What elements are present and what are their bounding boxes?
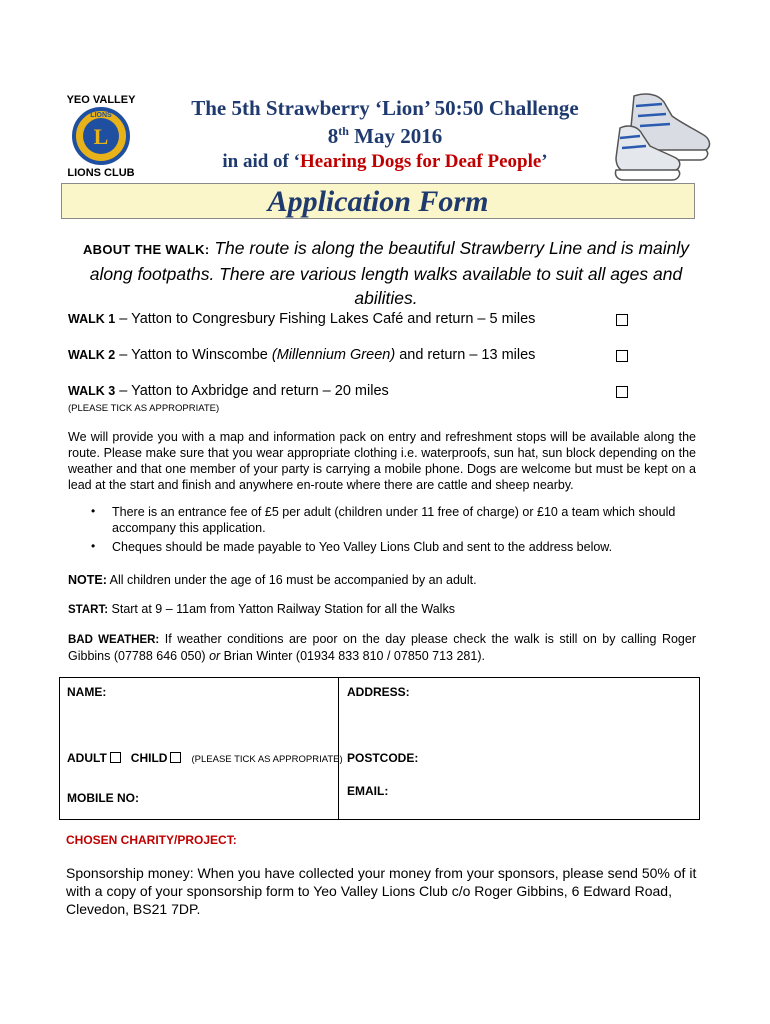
child-checkbox[interactable]	[170, 752, 181, 763]
adult-label: ADULT	[67, 751, 107, 765]
bad-weather-or: or	[209, 649, 221, 663]
logo-text-bottom: LIONS CLUB	[67, 167, 135, 179]
date-rest: May 2016	[348, 124, 443, 148]
bullet-dot: •	[91, 539, 96, 553]
bullet-cheques: Cheques should be made payable to Yeo Valley Lions Club and sent to the address below.	[112, 540, 613, 554]
form-title: Application Form	[267, 185, 489, 218]
aid-suffix: ’	[541, 151, 548, 172]
walk-text-after: and return – 13 miles	[395, 347, 536, 363]
start-text: Start at 9 – 11am from Yatton Railway Station for all the Walks	[108, 602, 455, 616]
bullet-entrance-fee: There is an entrance fee of £5 per adult (children under 11 free of charge) or £10 a team which should accompany this application.	[112, 505, 676, 535]
lions-club-logo	[60, 92, 142, 180]
about-text: The route is along the beautiful Strawberry Line and is mainly along footpaths. There are various length walks available to suit all ages and abilities.	[89, 238, 690, 308]
event-title: The 5th Strawberry ‘Lion’ 50:50 Challenge	[191, 96, 579, 120]
aid-prefix: in aid of ‘	[222, 151, 300, 172]
sponsorship-paragraph: Sponsorship money: When you have collected your money from your sponsors, please send 50% of it with a copy of your sponsorship form to Yeo Valley Lions Club c/o Roger Gibbins, 6 Edward Road, Clevedon, BS21 7DP.	[66, 865, 697, 917]
mobile-field-label[interactable]: MOBILE NO:	[67, 791, 139, 805]
application-form-banner	[61, 183, 695, 219]
tick-note: (PLEASE TICK AS APPROPRIATE)	[68, 403, 220, 414]
aid-charity: Hearing Dogs for Deaf People	[299, 151, 542, 172]
bad-weather-label: BAD WEATHER:	[68, 634, 160, 646]
form-divider	[338, 677, 339, 820]
walk-1-checkbox[interactable]	[616, 314, 628, 326]
logo-letter: L	[93, 124, 109, 149]
walk-option-2	[68, 347, 535, 363]
about-lead: ABOUT THE WALK:	[82, 242, 210, 257]
walk-text: – Yatton to Congresbury Fishing Lakes Café and return – 5 miles	[115, 311, 536, 327]
logo-text-mid: LIONS	[90, 112, 112, 119]
event-aid-line	[150, 151, 620, 173]
child-label: CHILD	[130, 751, 168, 765]
event-date	[150, 124, 620, 149]
date-day: 8	[327, 124, 339, 148]
bad-weather-line	[68, 631, 696, 664]
start-label: START:	[68, 604, 109, 616]
walk-option-3	[68, 383, 389, 399]
walk-text: – Yatton to Winscombe	[115, 347, 272, 363]
walk-option-1	[68, 311, 535, 327]
bad-weather-text: If weather conditions are poor on the day please check the walk is still on by calling Roger Gibbins (07788 646 050)	[68, 632, 696, 663]
email-field-label[interactable]: EMAIL:	[347, 784, 389, 798]
running-shoe-image	[606, 88, 716, 184]
about-the-walk	[66, 236, 706, 310]
name-field-label[interactable]: NAME:	[67, 685, 107, 699]
start-line	[68, 601, 696, 618]
walk-label: WALK 1	[68, 312, 116, 326]
walk-3-checkbox[interactable]	[616, 386, 628, 398]
adult-child-row	[67, 751, 343, 765]
adult-checkbox[interactable]	[110, 752, 121, 763]
walk-venue: (Millennium Green)	[271, 347, 396, 363]
chosen-charity-label[interactable]: CHOSEN CHARITY/PROJECT:	[66, 833, 237, 847]
walk-label: WALK 3	[68, 384, 116, 398]
date-suffix: th	[338, 124, 349, 138]
postcode-field-label[interactable]: POSTCODE:	[347, 751, 419, 765]
tick-note-form: (PLEASE TICK AS APPROPRIATE)	[191, 754, 343, 765]
walk-text: – Yatton to Axbridge and return – 20 miles	[115, 383, 389, 399]
note-line	[68, 572, 696, 588]
bad-weather-text-2: Brian Winter (01934 833 810 / 07850 713 281).	[220, 649, 485, 663]
bullet-dot: •	[91, 504, 96, 518]
info-paragraph: We will provide you with a map and information pack on entry and refreshment stops will be available along the route. Please make sure that you wear appropriate clothing i.e. waterproofs, sun hat, sun block depending on the weather and that one member of your party is carrying a mobile phone. Dogs are welcome but must be kept on a lead at the start and finish and anywhere en-route where there are cattle and sheep nearby.	[68, 430, 696, 492]
note-label: NOTE:	[68, 573, 107, 587]
logo-text-top: YEO VALLEY	[66, 94, 136, 106]
address-field-label[interactable]: ADDRESS:	[347, 685, 410, 699]
walk-label: WALK 2	[68, 348, 116, 362]
walk-2-checkbox[interactable]	[616, 350, 628, 362]
note-text: All children under the age of 16 must be accompanied by an adult.	[106, 573, 477, 587]
